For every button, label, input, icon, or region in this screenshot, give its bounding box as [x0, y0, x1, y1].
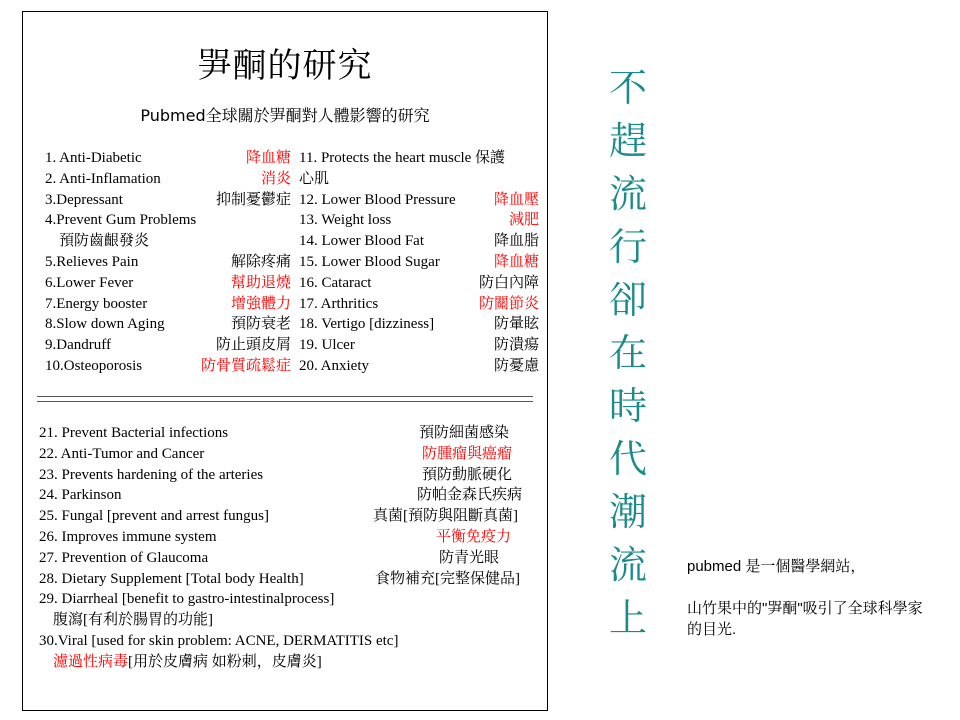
list-item — [39, 444, 539, 465]
item-chinese — [39, 652, 539, 673]
item-chinese-red: 濾過性病毒 — [53, 653, 129, 670]
list-item — [45, 294, 291, 315]
document-subtitle: Pubmed全球關於㖐酮對人體影響的研究 — [140, 106, 430, 125]
item-english: 19. Ulcer — [299, 337, 355, 354]
item-english: 14. Lower Blood Fat — [299, 233, 424, 250]
side-title-char: 代 — [608, 437, 647, 481]
item-english: 26. Improves immune system — [39, 528, 217, 545]
item-chinese: 消炎 — [260, 170, 291, 187]
item-english: 28. Dietary Supplement [Total body Health] — [39, 570, 304, 587]
item-english: 6.Lower Fever — [45, 274, 134, 291]
item-chinese: 預防細菌感染 — [419, 425, 510, 441]
side-title-char: 上 — [608, 596, 647, 640]
item-chinese: 食物補充[完整保健品] — [375, 570, 520, 587]
item-english: 16. Cataract — [299, 274, 372, 291]
section-divider — [37, 396, 533, 402]
benefits-list-right — [299, 148, 539, 377]
list-item — [299, 148, 539, 187]
item-chinese: 預防齒齦發炎 — [59, 233, 150, 250]
list-item — [45, 210, 291, 250]
list-item — [299, 314, 539, 335]
item-chinese: 心肌 — [299, 170, 330, 187]
item-chinese: 預防動脈硬化 — [422, 466, 513, 483]
item-chinese: 預防衰老 — [230, 316, 291, 333]
list-item — [45, 314, 291, 335]
list-item — [299, 231, 539, 252]
list-item — [45, 335, 291, 356]
item-english: 9.Dandruff — [45, 337, 111, 354]
item-chinese: 腹瀉[有利於腸胃的功能] — [53, 612, 213, 629]
item-english: 11. Protects the heart muscle 保護 — [299, 150, 506, 166]
item-chinese: 防憂慮 — [493, 357, 539, 374]
research-document — [22, 11, 548, 711]
item-english: 13. Weight loss — [299, 212, 392, 229]
list-item — [299, 335, 539, 356]
side-title-char: 流 — [608, 172, 647, 216]
item-english: 2. Anti-Inflamation — [45, 170, 161, 187]
list-item — [39, 569, 539, 590]
side-title-char: 時 — [608, 384, 647, 428]
list-item — [299, 273, 539, 294]
item-english: 3.Depressant — [45, 191, 123, 208]
list-item — [45, 169, 291, 190]
list-item — [39, 548, 539, 569]
item-chinese: 平衡免疫力 — [436, 528, 512, 545]
item-english: 22. Anti-Tumor and Cancer — [39, 445, 205, 462]
item-chinese: 減肥 — [508, 212, 539, 229]
item-english: 27. Prevention of Glaucoma — [39, 549, 209, 566]
item-english: 10.Osteoporosis — [45, 357, 143, 374]
list-item — [39, 423, 539, 444]
item-chinese: 防暈眩 — [493, 316, 539, 333]
item-chinese: 防關節炎 — [478, 295, 539, 312]
item-english: 30.Viral [used for skin problem: ACNE, DERMATITIS etc] — [39, 632, 399, 649]
list-item — [39, 527, 539, 548]
side-note — [687, 556, 927, 640]
item-chinese: 降血糖 — [245, 150, 291, 166]
item-chinese-rest: [用於皮膚病 如粉刺，皮膚炎] — [128, 653, 322, 670]
benefits-list-bottom — [39, 423, 539, 673]
item-english: 29. Diarrheal [benefit to gastro-intestinalprocess] — [39, 591, 335, 608]
item-english: 12. Lower Blood Pressure — [299, 191, 456, 208]
item-english: 20. Anxiety — [299, 357, 369, 374]
item-english: 4.Prevent Gum Problems — [45, 212, 197, 229]
item-english: 1. Anti-Diabetic — [45, 150, 142, 166]
item-english: 21. Prevent Bacterial infections — [39, 425, 229, 441]
document-title: 㖐酮的研究 — [197, 46, 373, 86]
list-item — [39, 465, 539, 486]
side-title-char: 行 — [608, 225, 647, 269]
item-chinese: 降血脂 — [493, 233, 539, 250]
benefits-list-left — [45, 148, 291, 377]
side-title-char: 在 — [608, 331, 647, 375]
item-chinese: 防骨質疏鬆症 — [200, 357, 291, 374]
list-item — [39, 506, 539, 527]
item-chinese: 解除疼痛 — [230, 253, 291, 270]
item-chinese: 防腫瘤與癌瘤 — [422, 445, 513, 462]
list-item — [299, 210, 539, 231]
item-chinese: 防止頭皮屑 — [215, 337, 291, 354]
list-item — [45, 190, 291, 211]
item-english: 25. Fungal [prevent and arrest fungus] — [39, 508, 269, 525]
list-item — [39, 631, 539, 673]
side-title — [598, 62, 658, 645]
list-item — [299, 356, 539, 377]
note-line-2: 山竹果中的"㖐酮"吸引了全球科學家的目光. — [687, 600, 923, 638]
list-item — [45, 148, 291, 169]
side-title-char: 卻 — [608, 278, 647, 322]
item-english: 7.Energy booster — [45, 295, 148, 312]
list-item — [45, 273, 291, 294]
item-chinese: 防帕金森氏疾病 — [417, 487, 523, 504]
list-item — [45, 252, 291, 273]
item-chinese: 防白內障 — [478, 274, 539, 291]
note-line-1: pubmed 是一個醫學網站， — [687, 558, 866, 575]
item-english: 15. Lower Blood Sugar — [299, 253, 440, 270]
list-item — [299, 294, 539, 315]
item-chinese: 真菌[預防與阻斷真菌] — [373, 508, 518, 525]
item-chinese: 防潰瘍 — [493, 337, 539, 354]
side-title-char: 潮 — [608, 490, 647, 534]
side-title-char: 趕 — [608, 119, 647, 163]
side-title-char: 不 — [608, 66, 647, 110]
item-english: 8.Slow down Aging — [45, 316, 165, 333]
item-english: 5.Relieves Pain — [45, 253, 139, 270]
item-chinese: 增強體力 — [230, 295, 291, 312]
item-english: 18. Vertigo [dizziness] — [299, 316, 435, 333]
item-english: 23. Prevents hardening of the arteries — [39, 466, 264, 483]
item-chinese: 抑制憂鬱症 — [215, 191, 291, 208]
list-item — [299, 190, 539, 211]
item-english: 24. Parkinson — [39, 487, 122, 504]
list-item — [45, 356, 291, 377]
list-item — [299, 252, 539, 273]
item-chinese: 幫助退燒 — [230, 274, 291, 291]
item-chinese: 降血壓 — [493, 191, 539, 208]
item-english: 17. Arthritics — [299, 295, 379, 312]
item-chinese: 防青光眼 — [439, 549, 500, 566]
side-title-char: 流 — [608, 543, 647, 587]
list-item — [39, 589, 539, 631]
list-item — [39, 485, 539, 506]
item-chinese: 降血糖 — [493, 253, 539, 270]
